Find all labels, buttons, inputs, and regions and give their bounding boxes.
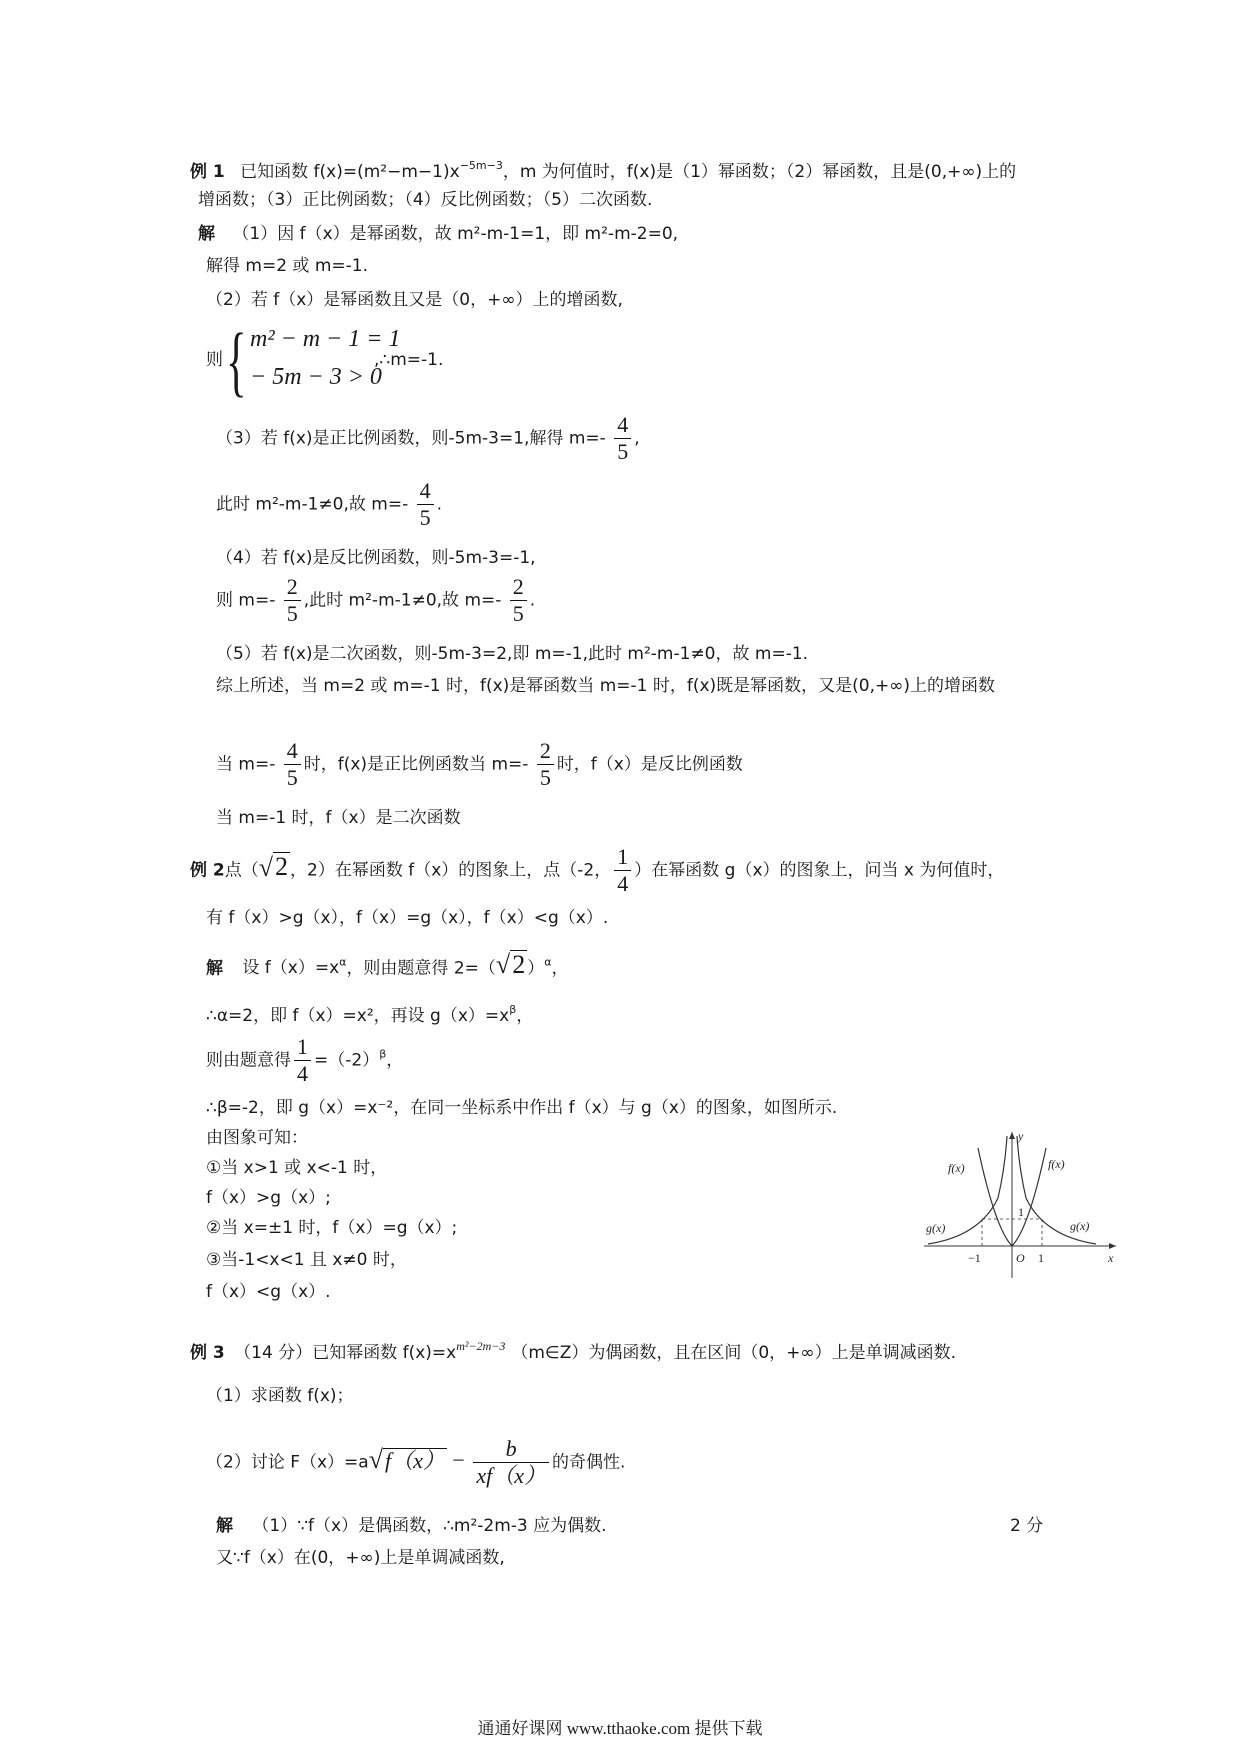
- ex1-s9: （5）若 f(x)是二次函数，则-5m-3=2,即 m=-1,此时 m²-m-1≠0，故 m=-1.: [216, 644, 809, 664]
- ex2-a8: ②当 x=±1 时，f（x）=g（x）;: [206, 1218, 458, 1238]
- ex2-a3-end: ，: [386, 1050, 404, 1071]
- ex3-a1: [216, 1518, 607, 1535]
- ex1-stmt1b: ，m 为何值时，f(x)是（1）幂函数；（2）幂函数，且是(0,+∞)上的: [502, 162, 1017, 182]
- ex2-a4: ∴β=-2，即 g（x）=x⁻²，在同一坐标系中作出 f（x）与 g（x）的图象，如图所示.: [206, 1098, 838, 1118]
- ex2-a3-frac-1-4: $\frac{1}{4}$: [294, 1036, 311, 1085]
- graph-x-label: x: [1108, 1251, 1114, 1265]
- ex2-a9: ③当-1<x<1 且 x≠0 时，: [206, 1250, 407, 1270]
- ex1-s8-mid: ,此时 m²-m-1≠0,故 m=-: [303, 590, 502, 611]
- ex1-s8-pre: 则 m=-: [216, 590, 276, 611]
- ex2-a3-exp: β: [379, 1047, 387, 1061]
- ex2-a1-d: ，: [551, 958, 569, 979]
- ex1-solution-label: 解: [198, 224, 215, 244]
- ex3-solution-label: 解: [216, 1516, 233, 1536]
- ex1-s8: [216, 576, 535, 625]
- ex2-q1-a: 点（: [224, 860, 259, 881]
- ex1-label: 例 1: [190, 162, 225, 182]
- ex2-a1-exp: α: [339, 955, 347, 969]
- ex1-s11-pre: 当 m=-: [216, 754, 276, 775]
- ex2-a3: [206, 1036, 403, 1085]
- ex2-frac-1-4: $\frac{1}{4}$: [614, 846, 631, 895]
- ex1-stmt1: 已知函数 f(x)=(m²−m−1)x: [240, 162, 460, 182]
- ex2-a2-exp: β: [509, 1003, 517, 1016]
- ex1-frac-4-5-c: $\frac{4}{5}$: [284, 740, 301, 789]
- ex3-q2-minus: −: [446, 1447, 471, 1473]
- ex3-a2: 又∵f（x）在(0，+∞)上是单调减函数,: [216, 1548, 505, 1568]
- ex2-a10: f（x）<g（x）.: [206, 1282, 331, 1302]
- ex2-sqrt-2: √ 2: [258, 852, 289, 882]
- ex1-frac-2-5-a: $\frac{2}{5}$: [284, 576, 301, 625]
- ex1-s11-post: 时，f（x）是反比例函数: [556, 754, 743, 775]
- footer-credit: 通通好课网 www.tthaoke.com 提供下载: [477, 1719, 763, 1738]
- ex1-frac-2-5-b: $\frac{2}{5}$: [510, 576, 527, 625]
- graph-f-right: f(x): [1048, 1157, 1065, 1171]
- ex1-s11: [216, 740, 743, 789]
- ex2-question-line1: [190, 846, 1004, 895]
- ex2-a1-a: 设 f（x）=x: [242, 958, 340, 979]
- ex2-a1-b: ，则由题意得 2=（: [346, 958, 496, 979]
- ex1-s11-mid: 时，f(x)是正比例函数当 m=-: [303, 754, 529, 775]
- ex2-a1-c: ）: [527, 958, 545, 979]
- ex3-q2-frac: $\frac{b}{xf(x)}$: [473, 1438, 549, 1487]
- ex1-s6-post: .: [436, 494, 443, 515]
- ex1-s7: （4）若 f(x)是反比例函数，则-5m-3=-1,: [216, 548, 536, 568]
- ex3-q1: （1）求函数 f(x)；: [206, 1386, 354, 1406]
- ex1-statement-line2: 增函数；（3）正比例函数；（4）反比例函数；（5）二次函数.: [198, 190, 653, 210]
- ex1-s6-pre: 此时 m²-m-1≠0,故 m=-: [216, 494, 409, 515]
- graph-one-x: 1: [1038, 1251, 1044, 1265]
- ex2-function-graph: [920, 1128, 1120, 1280]
- ex1-stmt1-exponent: −5m−3: [459, 159, 503, 172]
- ex1-s8-post: .: [529, 590, 536, 611]
- ex3-stmt-b: （m∈Z）为偶函数，且在区间（0，+∞）上是单调减函数.: [511, 1343, 956, 1363]
- ex2-q1-c: ）在幂函数 g（x）的图象上，问当 x 为何值时，: [634, 860, 1005, 881]
- ex2-label: 例 2: [190, 860, 225, 881]
- ex1-s5: [216, 414, 640, 463]
- ex2-a1-sqrt-2: √ 2: [495, 950, 526, 980]
- ex2-solution-label: 解: [206, 958, 223, 979]
- ex1-frac-2-5-c: $\frac{2}{5}$: [537, 740, 554, 789]
- ex1-sys-eq2: − 5m − 3 > 0: [250, 364, 382, 390]
- ex3-stmt-exp: m²−2m−3: [456, 1339, 506, 1353]
- ex2-a2-post: ，: [516, 1006, 534, 1026]
- ex1-s1: （1）因 f（x）是幂函数，故 m²-m-1=1，即 m²-m-2=0,: [232, 224, 679, 244]
- graph-one-y: 1: [1018, 1205, 1024, 1219]
- ex3-statement: [190, 1340, 956, 1362]
- ex1-s10: 综上所述，当 m=2 或 m=-1 时，f(x)是幂函数当 m=-1 时，f(x)既是幂函数，又是(0,+∞)上的增函数: [216, 676, 996, 696]
- ex2-a1: [206, 950, 568, 978]
- ex1-s2: 解得 m=2 或 m=-1.: [206, 256, 368, 276]
- ex1-s5-post: ,: [634, 428, 640, 449]
- ex3-label: 例 3: [190, 1343, 225, 1363]
- ex3-a1-score: 2 分: [1010, 1516, 1044, 1536]
- graph-neg-one: −1: [968, 1251, 981, 1265]
- ex2-a2-text: ∴α=2，即 f（x）=x²，再设 g（x）=x: [206, 1006, 510, 1026]
- ex1-s4-pre: 则: [206, 350, 223, 370]
- ex3-q2: [206, 1438, 625, 1487]
- ex3-a1-text: （1）∵f（x）是偶函数，∴m²-2m-3 应为偶数.: [252, 1516, 607, 1536]
- ex3-q2-b: 的奇偶性.: [551, 1452, 626, 1473]
- ex1-solution-line1: [198, 226, 678, 243]
- graph-g-left: g(x): [926, 1221, 946, 1235]
- ex1-frac-4-5-a: $\frac{4}{5}$: [614, 414, 631, 463]
- ex2-a3-pre: 则由题意得: [206, 1050, 291, 1071]
- graph-g-right: g(x): [1070, 1219, 1090, 1233]
- ex2-a3-post: =（-2）: [314, 1050, 380, 1071]
- ex1-s3: （2）若 f（x）是幂函数且又是（0，+∞）上的增函数,: [206, 290, 623, 310]
- ex1-s6: [216, 480, 442, 529]
- ex1-brace: {: [226, 317, 247, 404]
- ex1-sys-eq1: m² − m − 1 = 1: [250, 326, 401, 352]
- ex1-s12: 当 m=-1 时，f（x）是二次函数: [216, 808, 461, 828]
- x-axis-arrow: [1109, 1243, 1116, 1249]
- ex1-s5-pre: （3）若 f(x)是正比例函数，则-5m-3=1,解得 m=-: [216, 428, 606, 449]
- ex2-q2: 有 f（x）>g（x），f（x）=g（x），f（x）<g（x）.: [206, 908, 609, 928]
- y-axis-arrow: [1009, 1132, 1015, 1139]
- ex1-frac-4-5-b: $\frac{4}{5}$: [417, 480, 434, 529]
- ex2-a2: [206, 1004, 533, 1025]
- ex2-a5: 由图象可知：: [206, 1128, 308, 1148]
- ex2-a1-alpha: α: [544, 955, 552, 969]
- ex2-a6: ①当 x>1 或 x<-1 时，: [206, 1158, 388, 1178]
- ex2-a7: f（x）>g（x）;: [206, 1188, 331, 1208]
- ex3-q2-a: （2）讨论 F（x）=a: [206, 1452, 369, 1473]
- graph-f-left: f(x): [948, 1161, 965, 1175]
- ex2-q1-b: ，2）在幂函数 f（x）的图象上，点（-2，: [290, 860, 612, 881]
- graph-y-label: y: [1018, 1129, 1024, 1143]
- ex1-s4-post: ,∴m=-1.: [374, 350, 444, 370]
- ex1-statement-line1: [190, 160, 1016, 181]
- ex3-stmt-a: （14 分）已知幂函数 f(x)=x: [234, 1343, 457, 1363]
- ex3-q2-sqrt: √ f（x）: [368, 1444, 445, 1474]
- graph-origin: O: [1016, 1251, 1025, 1265]
